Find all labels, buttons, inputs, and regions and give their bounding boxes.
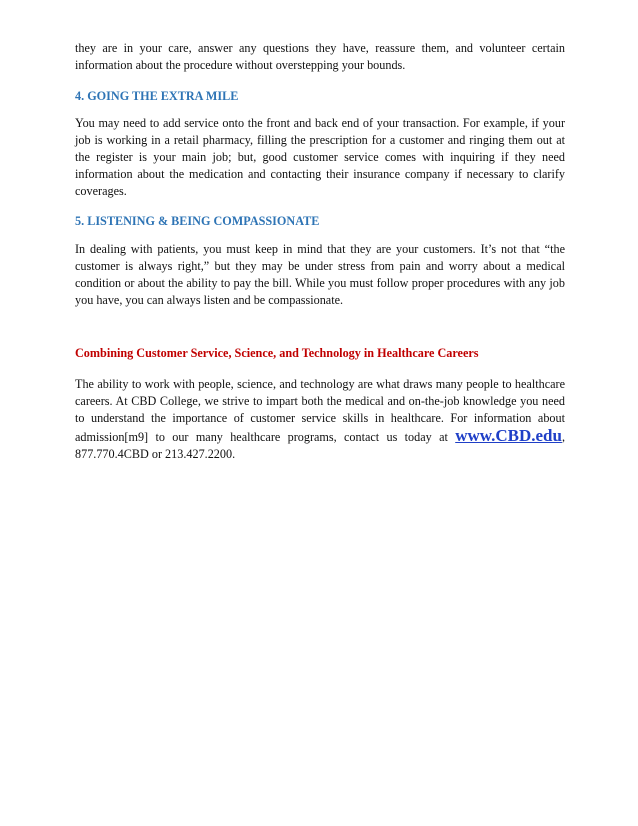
contact-phones: , 877.770.4CBD or 213.427.2200.: [75, 430, 565, 461]
heading-combining-careers: Combining Customer Service, Science, and Technology in Healthcare Careers: [75, 346, 479, 360]
paragraph-continuation: they are in your care, answer any questions they have, reassure them, and volunteer certain information about the procedure without overstepping your bounds.: [75, 41, 565, 72]
paragraph-listening: In dealing with patients, you must keep in mind that they are your customers. It’s not that “the customer is always right,” but they may be under stress from pain and worry about a medical condition or about the ability to pay the bill. While you must follow proper procedures with any job you have, you can always listen and be compassionate.: [75, 242, 565, 307]
paragraph-closing: [75, 376, 565, 463]
heading-going-the-extra-mile: 4. GOING THE EXTRA MILE: [75, 89, 239, 103]
closing-text: The ability to work with people, science, and technology are what draws many people to healthcare careers. At CBD College, we strive to impart both the medical and on-the-job knowledge you need to understand the importance of customer service skills in healthcare. For information about admission[m9] to our many healthcare programs, contact us today at: [75, 377, 565, 444]
page-content: [75, 40, 565, 463]
cbd-website-link[interactable]: www.CBD.edu: [455, 426, 562, 445]
paragraph-extra-mile: You may need to add service onto the front and back end of your transaction. For example, if your job is working in a retail pharmacy, filling the prescription for a customer and ringing them out at the register is your main job; but, good customer service comes with inquiring if they need information about the medication and contacting their insurance company if necessary to clarify coverages.: [75, 116, 565, 198]
heading-listening-compassionate: 5. LISTENING & BEING COMPASSIONATE: [75, 214, 320, 228]
